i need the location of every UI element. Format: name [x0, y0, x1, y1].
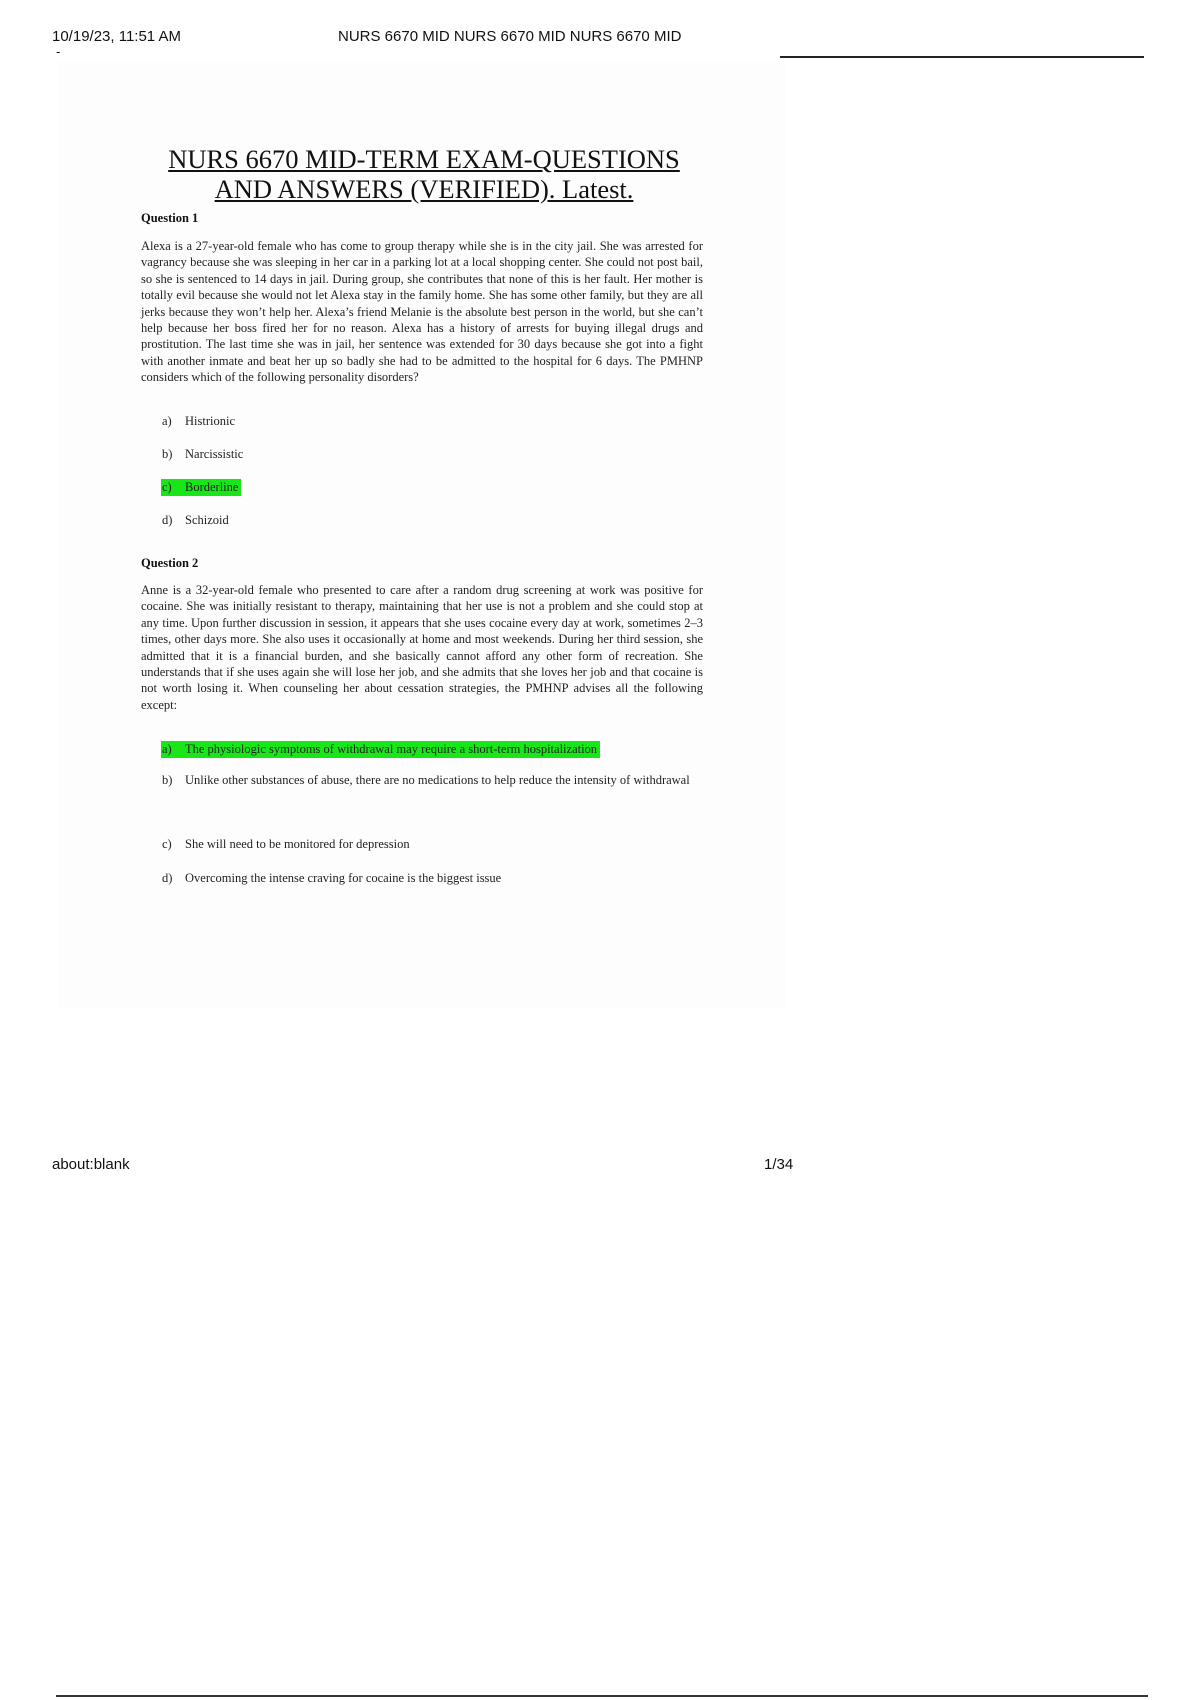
- option-text: Unlike other substances of abuse, there are no medications to help reduce the intensity of withdrawal: [185, 773, 690, 787]
- question-2-option-a-highlighted-answer: [161, 741, 600, 758]
- option-letter: b): [162, 773, 173, 787]
- option-text: Borderline: [185, 480, 239, 494]
- question-2-option-c: [162, 837, 410, 852]
- document-title-line-1: NURS 6670 MID-TERM EXAM-QUESTIONS: [168, 144, 680, 174]
- question-2-option-b: [162, 764, 702, 797]
- question-1-heading: Question 1: [141, 211, 199, 225]
- question-2-text: Anne is a 32-year-old female who presented to care after a random drug screening at work was positive for cocaine. She was initially resistant to therapy, maintaining that her use is not a problem and she could stop at any time. Upon further discussion in session, it appears that she uses cocaine every day at work, sometimes 2–3 times, other days more. She also uses it occasionally at home and most weekends. During her third session, she admitted that it is a financial burden, and she basically cannot afford any other form of recreation. She understands that if she uses again she will lose her job, and she admits that she loves her job and that cocaine is not worth losing it. When counseling her about cessation strategies, the PMHNP advises all the following except:: [141, 583, 703, 712]
- option-letter: d): [162, 513, 173, 527]
- print-header-title: NURS 6670 MID NURS 6670 MID NURS 6670 MID: [338, 28, 682, 45]
- option-text: Overcoming the intense craving for cocaine is the biggest issue: [185, 871, 502, 885]
- option-letter: b): [162, 447, 173, 461]
- print-timestamp: 10/19/23, 11:51 AM: [52, 28, 181, 45]
- question-2-heading: Question 2: [141, 556, 199, 570]
- question-1-option-a: [162, 414, 235, 429]
- option-text: Narcissistic: [185, 447, 244, 461]
- option-letter: d): [162, 871, 173, 885]
- option-text: She will need to be monitored for depression: [185, 837, 410, 851]
- question-1-option-d: [162, 513, 229, 528]
- option-text: Schizoid: [185, 513, 229, 527]
- option-letter: c): [162, 480, 172, 494]
- question-1-text: Alexa is a 27-year-old female who has come to group therapy while she is in the city jail. She was arrested for vagrancy because she was sleeping in her car in a parking lot at a local shopping center. She could not post bail, so she is sentenced to 14 days in jail. During group, she contributes that none of this is her fault. Her mother is totally evil because she would not let Alexa stay in the family home. She has some other family, but they are all jerks because they won’t help her. Alexa’s friend Melanie is the absolute best person in the world, but she can’t help because her boss fired her for no reason. Alexa has a history of arrests for buying illegal drugs and prostitution. The last time she was in jail, her sentence was extended for 30 days because she got into a fight with another inmate and beat her up so badly she had to be admitted to the hospital for 6 days. The PMHNP considers which of the following personality disorders?: [141, 239, 703, 385]
- bottom-rule: [56, 1695, 1148, 1697]
- option-text: The physiologic symptoms of withdrawal may require a short-term hospitalization: [185, 742, 598, 756]
- document-title-line-2: AND ANSWERS (VERIFIED). Latest.: [214, 174, 634, 204]
- footer-page-number: 1/34: [764, 1156, 794, 1173]
- header-dash: -: [56, 44, 61, 59]
- question-1-option-b: [162, 447, 243, 462]
- question-1-option-c-highlighted-answer: [161, 479, 241, 496]
- option-text: Histrionic: [185, 414, 235, 428]
- option-letter: a): [162, 414, 172, 428]
- option-letter: a): [162, 742, 172, 756]
- option-letter: c): [162, 837, 172, 851]
- header-rule: [780, 56, 1144, 58]
- question-2-option-d: [162, 871, 501, 886]
- document-title: [140, 144, 708, 204]
- footer-url: about:blank: [52, 1156, 130, 1173]
